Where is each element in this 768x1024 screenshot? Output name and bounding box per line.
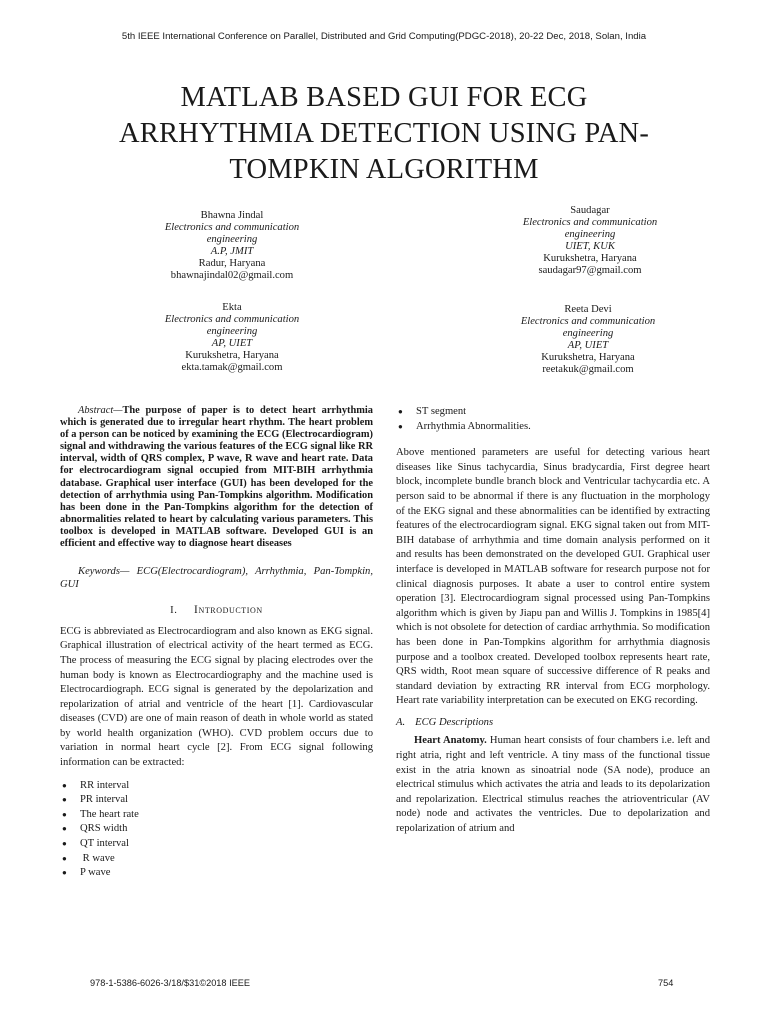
title-line-3: TOMPKIN ALGORITHM bbox=[229, 154, 539, 185]
conference-header: 5th IEEE International Conference on Parallel, Distributed and Grid Computing(PDGC-2018), 20-22 Dec, 2018, Solan, India bbox=[121, 31, 647, 42]
author-block bbox=[122, 302, 342, 375]
keywords bbox=[60, 565, 373, 591]
list-item: ● P wave bbox=[60, 866, 373, 881]
author-name: Bhawna Jindal bbox=[200, 210, 264, 221]
keywords-label: Keywords— bbox=[78, 566, 130, 578]
author-name: Reeta Devi bbox=[564, 304, 612, 315]
author-place: Kurukshetra, Haryana bbox=[541, 352, 635, 364]
list-item: ● QT interval bbox=[60, 837, 373, 852]
subsection-number: A. bbox=[396, 716, 406, 728]
author-block bbox=[478, 304, 698, 377]
list-item: ● ST segment bbox=[396, 405, 710, 420]
heart-anatomy-paragraph bbox=[396, 734, 710, 836]
author-role: AP, UIET bbox=[211, 338, 253, 350]
author-email: bhawnajindal02@gmail.com bbox=[170, 270, 294, 282]
author-email: reetakuk@gmail.com bbox=[542, 364, 634, 376]
author-role: UIET, KUK bbox=[565, 241, 615, 253]
author-email: ekta.tamak@gmail.com bbox=[181, 362, 283, 374]
intro-paragraph: ECG is abbreviated as Electrocardiogram and also known as EKG signal. Graphical illustration of electrical activity of the heart termed as ECG. The process of measuring the ECG signal by placing electrodes over the human body is known as Electrocardiography and the machine used is Electrocardiograph. ECG signal is generated by the depolarization and repolarization of atrial and ventricle of the heart [1]. Cardiovascular diseases (CVD) are one of main reason of death in whole world as stated by world health organization (WHO). CVD problem occurs due to variation in normal heart cycle [2]. From ECG signal following information can be extracted: bbox=[60, 625, 373, 769]
author-place: Radur, Haryana bbox=[198, 258, 266, 270]
author-role: A.P, JMIT bbox=[210, 246, 254, 258]
author-dept: Electronics and communication bbox=[164, 222, 300, 234]
parameter-list bbox=[396, 405, 710, 434]
section-title: Introduction bbox=[194, 604, 263, 617]
right-column bbox=[396, 405, 710, 837]
heart-anatomy-text: Human heart consists of four chambers i.e. left and right atria, right and left ventricle. A tiny mass of the functional tissue exist in the atria known as sinoatrial node (SA node), produce an electrical stimulus which activates the atria and leads to its depolarization and repolarization. Electrical stimulus reaches the atrioventricular (AV node) node and activates the ventricles. Due to depolarization and repolarization of atrium and bbox=[396, 735, 710, 835]
abstract-label: Abstract bbox=[78, 405, 114, 416]
author-email: saudagar97@gmail.com bbox=[538, 265, 642, 277]
list-item: ● R wave bbox=[60, 852, 373, 867]
author-dept: Electronics and communication bbox=[520, 316, 656, 328]
list-item: ● QRS width bbox=[60, 822, 373, 837]
body-paragraph: Above mentioned parameters are useful for detecting various heart diseases like Sinus tachycardia, Sinus bradycardia, First degree heart block, incomplete bundle branch block and Ventricular tachycardia etc. A person said to be abnormal if there is any fluctuation in the morphology of the EKG signal and these abnormalities can be identified by extracting features of the electrocardiogram signal. EKG signal taken out from MIT-BIH database of arrhythmia and time domain analysis performed on it and results has been demonstrated on the developed GUI. Graphical user interface is developed in MATLAB software for research purpose not for clinical diagnosis purposes. It abate a user to control entire system operation [3]. Electrocardiogram signal processed using Pan-Tompkins algorithm which is given by Jiapu pan and Willis J. Tompkins in 1985[4] which is not obsolete for detection of cardiac arrhythmia. So modification has been done in Pan-Tompkins algorithm for arrhythmia diagnosis purpose and a toolbox created. Developed toolbox represents heart rate, QRS width, Root mean square of successive difference of R peaks and standard deviation by extracting RR interval from ECG morphology. Heart rate variability interpretation can be executed on EKG recording. bbox=[396, 447, 710, 707]
section-heading bbox=[60, 603, 373, 619]
author-dept: engineering bbox=[564, 229, 616, 241]
heart-anatomy-lead: Heart Anatomy. bbox=[414, 735, 487, 747]
abstract-text: The purpose of paper is to detect heart arrhythmia which is generated due to irregular heart rhythm. The heart problem of a person can be noticed by examining the ECG (Electrocardiogram) signal and withdrawing the various features of the ECG signal like RR interval, width of QRS complex, P wave, R wave and heart rate. Data for electrocardiogram signal occupied from MIT-BIH arrhythmia database. Graphical user interface (GUI) has been developed for the detection of arrhythmia using Pan-Tompkins algorithm. Modification has been done in the Pan-Tompkins algorithm for the detection of abnormalities related to heart by calculating various parameters. This toolbox is developed in MATLAB software. Developed GUI is an efficient and effective way to diagnose heart diseases bbox=[60, 405, 373, 550]
abstract-dash: — bbox=[113, 405, 123, 416]
title-line-2: ARRHYTHMIA DETECTION USING PAN- bbox=[118, 118, 650, 149]
author-block bbox=[480, 205, 700, 278]
author-place: Kurukshetra, Haryana bbox=[185, 350, 279, 362]
page-number: 754 bbox=[658, 978, 674, 988]
author-dept: Electronics and communication bbox=[164, 314, 300, 326]
author-name: Saudagar bbox=[570, 205, 610, 216]
list-item: ● Arrhythmia Abnormalities. bbox=[396, 420, 710, 435]
author-dept: engineering bbox=[206, 326, 258, 338]
author-role: AP, UIET bbox=[567, 340, 609, 352]
list-item: ● RR interval bbox=[60, 779, 373, 794]
extracted-info-list bbox=[60, 779, 373, 881]
abstract bbox=[60, 405, 373, 550]
paper-title bbox=[70, 80, 698, 188]
author-name: Ekta bbox=[222, 302, 242, 313]
author-dept: engineering bbox=[206, 234, 258, 246]
list-item: ● The heart rate bbox=[60, 808, 373, 823]
author-block bbox=[122, 210, 342, 283]
subsection-heading bbox=[396, 716, 710, 731]
section-number: I. bbox=[170, 605, 178, 617]
author-place: Kurukshetra, Haryana bbox=[543, 253, 637, 265]
left-column bbox=[60, 405, 373, 881]
keywords-text: ECG(Electrocardiogram), Arrhythmia, Pan-Tompkin, GUI bbox=[60, 566, 373, 591]
author-dept: engineering bbox=[562, 328, 614, 340]
title-line-1: MATLAB BASED GUI FOR ECG bbox=[180, 82, 588, 113]
author-dept: Electronics and communication bbox=[522, 217, 658, 229]
footer-copyright: 978-1-5386-6026-3/18/$31©2018 IEEE bbox=[90, 978, 251, 988]
subsection-title: ECG Descriptions bbox=[415, 716, 494, 728]
list-item: ● PR interval bbox=[60, 793, 373, 808]
